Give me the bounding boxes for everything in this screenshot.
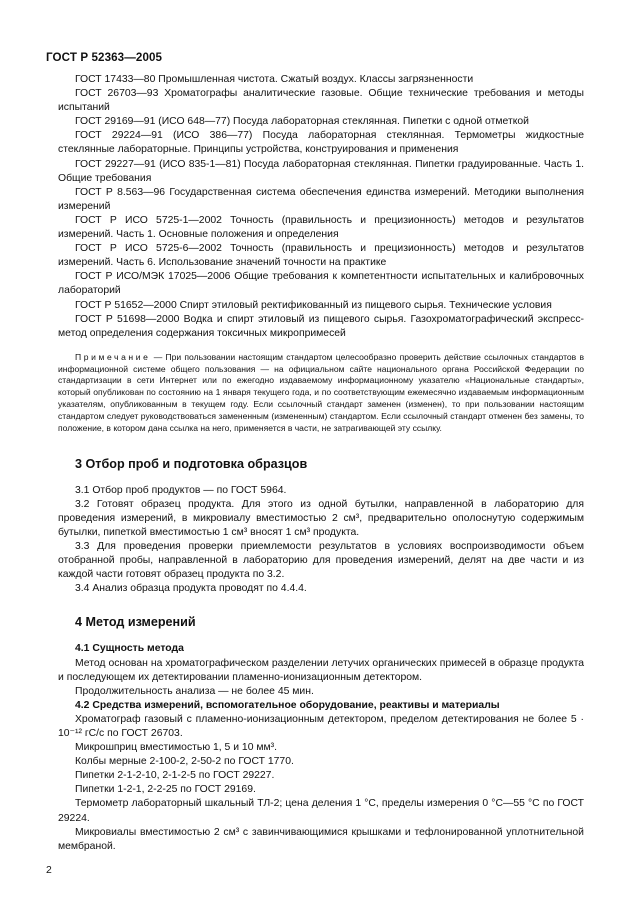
equipment-item: Хроматограф газовый с пламенно-ионизационным детектором, пределом детектирования не более 5 · 10⁻¹² гС/с по ГОСТ 26703. [58,713,584,739]
note-text: — При пользовании настоящим стандартом целесообразно проверить действие ссылочных стандартов в информационной системе общего пользования — на официальном сайте национального органа Российской Федерации по стандартизации в сети Интернет или по ежегодно издаваемому информационному указателю «Национальные стандарты», который опубликован по состоянию на 1 января текущего года, и по соответствующим ежемесячно издаваемым информационным указателям, опубликованным в текущем году. Если ссылочный стандарт заменен (изменен), то при пользовании настоящим стандартом следует руководствоваться замененным (измененным) стандартом. Если ссылочный стандарт отменен без замены, то положение, в котором дана ссылка на него, применяется в части, не затрагивающей эту ссылку. [58,351,584,433]
equipment-item: Пипетки 1-2-1, 2-2-25 по ГОСТ 29169. [75,784,256,796]
reference-item: ГОСТ Р 51652—2000 Спирт этиловый ректификованный из пищевого сырья. Технические условия [75,299,552,311]
equipment-item: Колбы мерные 2-100-2, 2-50-2 по ГОСТ 1770. [75,756,294,768]
reference-item: ГОСТ Р ИСО 5725-6—2002 Точность (правильность и прецизионность) методов и результатов измерений. Часть 6. Использование значений точности на практике [58,243,584,269]
normative-references-list [58,73,584,341]
reference-item: ГОСТ Р 8.563—96 Государственная система обеспечения единства измерений. Методики выполнения измерений [58,186,584,212]
reference-item: ГОСТ 29169—91 (ИСО 648—77) Посуда лабораторная стеклянная. Пипетки с одной отметкой [75,116,529,128]
note-paragraph [58,352,584,435]
reference-item: ГОСТ 17433—80 Промышленная чистота. Сжатый воздух. Классы загрязненности [75,74,474,85]
subsection-4-1-heading: 4.1 Сущность метода [75,643,184,655]
section-3-body [58,484,584,597]
section-4-heading: 4 Метод измерений [75,615,196,630]
document-body [58,73,584,854]
note-block [58,352,584,435]
equipment-item: Микровиалы вместимостью 2 см³ с завинчивающимися крышками и тефлонированной уплотнительной мембраной. [58,826,584,852]
reference-item: ГОСТ 26703—93 Хроматографы аналитические газовые. Общие технические требования и методы испытаний [58,88,584,114]
equipment-item: Термометр лабораторный шкальный ТЛ-2; цена деления 1 °С, пределы измерения 0 °С—55 °С по ГОСТ 29224. [58,798,584,824]
subsection-4-2-heading: 4.2 Средства измерений, вспомогательное оборудование, реактивы и материалы [75,699,500,711]
page-number: 2 [46,865,52,876]
reference-item: ГОСТ Р ИСО 5725-1—2002 Точность (правильность и прецизионность) методов и результатов измерений. Часть 1. Основные положения и определения [58,214,584,241]
note-label: Примечание [75,351,151,362]
clause-3-2: 3.2 Готовят образец продукта. Для этого из одной бутылки, направленной в лабораторию для проведения измерений, в микровиалу вместимостью 2 см³, предварительно ополоснутую содержимым бутылки, пипеткой вместимостью 1 см³ вносят 1 см³ продукта. [58,498,584,538]
reference-item: ГОСТ Р 51698—2000 Водка и спирт этиловый из пищевого сырья. Газохроматографический экспресс-метод определения содержания токсичных микропримесей [58,313,584,339]
analysis-duration: Продолжительность анализа — не более 45 мин. [75,685,314,697]
equipment-item: Микрошприц вместимостью 1, 5 и 10 мм³. [75,742,277,754]
document-header: ГОСТ Р 52363—2005 [46,51,163,64]
clause-3-3: 3.3 Для проведения проверки приемлемости результатов в условиях воспроизводимости объем отобранной пробы, направленной в лабораторию для проведения измерений, делят на две части и из каждой части готовят образец продукта по 3.2. [58,541,584,581]
clause-3-4: 3.4 Анализ образца продукта проводят по 4.4.4. [75,583,307,595]
clause-3-1: 3.1 Отбор проб продуктов — по ГОСТ 5964. [75,484,287,496]
section-3-heading: 3 Отбор проб и подготовка образцов [75,456,308,471]
reference-item: ГОСТ Р ИСО/МЭК 17025—2006 Общие требования к компетентности испытательных и калибровочных лабораторий [58,271,584,297]
reference-item: ГОСТ 29224—91 (ИСО 386—77) Посуда лабораторная стеклянная. Термометры жидкостные стеклянные лабораторные. Принципы устройства, конструирования и применения [58,130,584,156]
reference-item: ГОСТ 29227—91 (ИСО 835-1—81) Посуда лабораторная стеклянная. Пипетки градуированные. Часть 1. Общие требования [58,158,584,184]
equipment-item: Пипетки 2-1-2-10, 2-1-2-5 по ГОСТ 29227. [75,770,275,782]
method-principle: Метод основан на хроматографическом разделении летучих органических примесей в образце продукта и последующем их детектировании пламенно-ионизационным детектором. [58,657,584,683]
section-4-body [58,642,584,853]
